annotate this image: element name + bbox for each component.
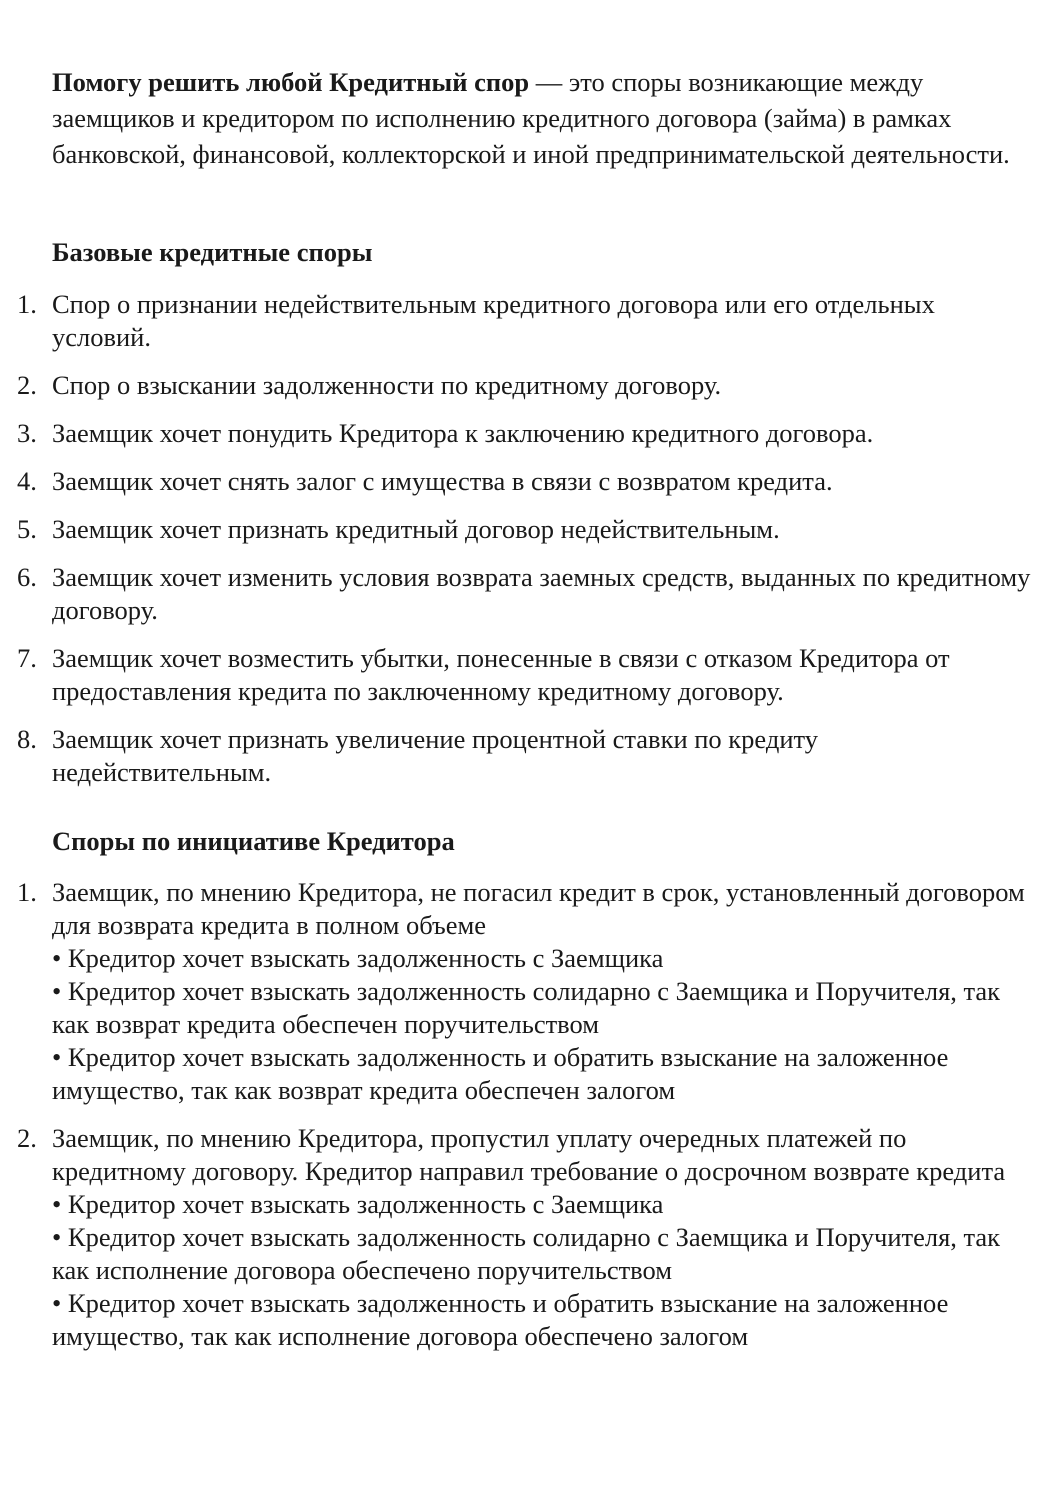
list-item-text: Спор о взыскании задолженности по кредитному договору.: [52, 370, 722, 400]
list-item-text: Заемщик, по мнению Кредитора, не погасил кредит в срок, установленный договором для возврата кредита в полном объеме: [52, 877, 1025, 940]
list-item-text: Заемщик хочет снять залог с имущества в связи с возвратом кредита.: [52, 466, 833, 496]
creditor-disputes-list: [0, 876, 1040, 1368]
list-item-number: 5.: [17, 514, 37, 544]
list-item-number: 1.: [17, 877, 37, 907]
list-item: [0, 417, 1040, 450]
list-item-text: Заемщик, по мнению Кредитора, пропустил уплату очередных платежей по кредитному договору. Кредитор направил требование о досрочном возврате кредита: [52, 1123, 1006, 1186]
bullet-line: • Кредитор хочет взыскать задолженность солидарно с Заемщика и Поручителя, так как исполнение договора обеспечено поручительством: [52, 1222, 1001, 1285]
bullet-line: • Кредитор хочет взыскать задолженность с Заемщика: [52, 943, 664, 973]
intro-bold-lead: Помогу решить любой Кредитный спор: [52, 67, 530, 97]
list-item: [0, 561, 1040, 627]
list-item-number: 1.: [17, 289, 37, 319]
list-item-text: Заемщик хочет понудить Кредитора к заключению кредитного договора.: [52, 418, 874, 448]
intro-paragraph: [52, 64, 1032, 172]
list-item-text: Заемщик хочет изменить условия возврата заемных средств, выданных по кредитному договору.: [52, 562, 1031, 625]
list-item-number: 2.: [17, 370, 37, 400]
bullet-line: • Кредитор хочет взыскать задолженность и обратить взыскание на заложенное имущество, так как возврат кредита обеспечен залогом: [52, 1042, 949, 1105]
list-item-number: 3.: [17, 418, 37, 448]
list-item: [0, 723, 1040, 789]
list-item: [0, 288, 1040, 354]
section-heading-basic-disputes: Базовые кредитные споры: [52, 237, 373, 267]
list-item: [0, 1122, 1040, 1353]
bullet-line: • Кредитор хочет взыскать задолженность с Заемщика: [52, 1189, 664, 1219]
list-item: [0, 369, 1040, 402]
list-item-number: 4.: [17, 466, 37, 496]
bullet-line: • Кредитор хочет взыскать задолженность солидарно с Заемщика и Поручителя, так как возврат кредита обеспечен поручительством: [52, 976, 1001, 1039]
list-item: [0, 642, 1040, 708]
list-item-number: 6.: [17, 562, 37, 592]
list-item-number: 7.: [17, 643, 37, 673]
list-item-text: Заемщик хочет признать кредитный договор недействительным.: [52, 514, 780, 544]
list-item: [0, 876, 1040, 1107]
list-item-number: 8.: [17, 724, 37, 754]
bullet-line: • Кредитор хочет взыскать задолженность и обратить взыскание на заложенное имущество, так как исполнение договора обеспечено залогом: [52, 1288, 949, 1351]
intro-text: — это споры возникающие между заемщиков и кредитором по исполнению кредитного договора (займа) в рамках банковской, финансовой, коллекторской и иной предпринимательской деятельности.: [52, 67, 1010, 169]
list-item: [0, 513, 1040, 546]
section-heading-creditor-disputes: Споры по инициативе Кредитора: [52, 826, 455, 856]
list-item-text: Заемщик хочет возместить убытки, понесенные в связи с отказом Кредитора от предоставления кредита по заключенному кредитному договору.: [52, 643, 950, 706]
basic-disputes-list: [0, 288, 1040, 804]
list-item: [0, 465, 1040, 498]
list-item-number: 2.: [17, 1123, 37, 1153]
list-item-text: Спор о признании недействительным кредитного договора или его отдельных условий.: [52, 289, 935, 352]
list-item-text: Заемщик хочет признать увеличение процентной ставки по кредиту недействительным.: [52, 724, 818, 787]
